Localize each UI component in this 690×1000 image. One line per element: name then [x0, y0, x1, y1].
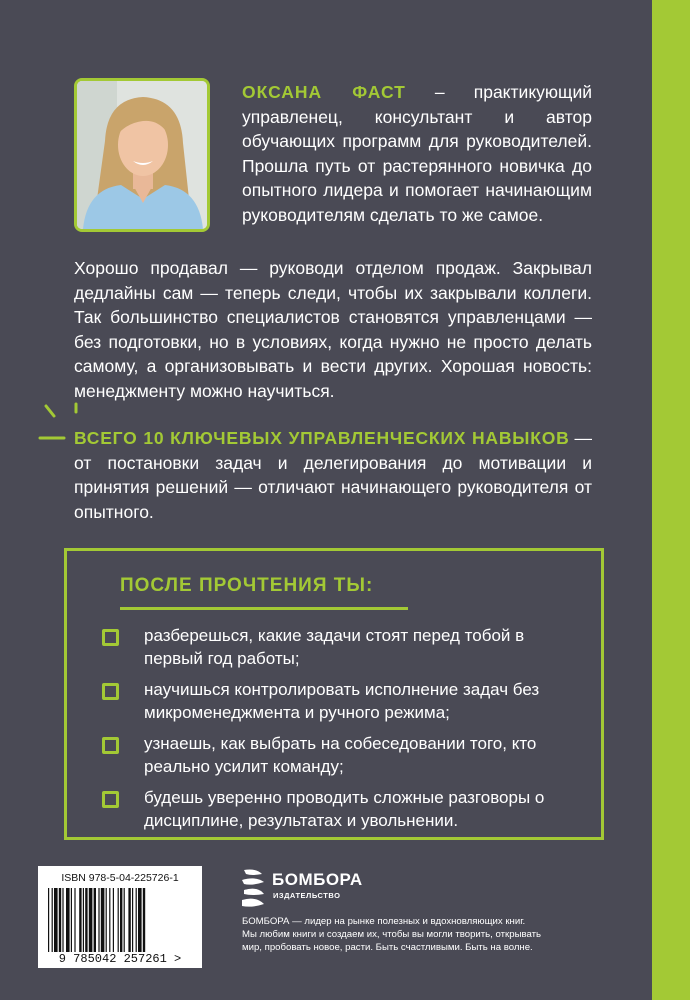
publisher-name: БОМБОРА — [272, 870, 363, 889]
checkbox-bullet-icon — [102, 737, 119, 754]
publisher-subtitle: ИЗДАТЕЛЬСТВО — [273, 891, 341, 900]
checkbox-bullet-icon — [102, 629, 119, 646]
publisher-description: БОМБОРА — лидер на рынке полезных и вдохновляющих книг. Мы любим книги и создаем их, чтобы вы могли творить, открывать мир, пробовать новое, расти. Быть счастливыми. Быть на волне. — [242, 916, 541, 953]
list-item — [100, 732, 570, 778]
spine-stripe — [652, 0, 690, 1000]
skills-text: — от постановки задач и делегирования до мотивации и принятия решений — отличают начинающего руководителя от опытного. — [74, 428, 592, 522]
list-item-text: научишься контролировать исполнение задач без микроменеджмента и ручного режима; — [144, 680, 540, 722]
after-reading-heading-text: ПОСЛЕ ПРОЧТЕНИЯ ТЫ: — [120, 575, 374, 596]
author-photo — [74, 78, 210, 232]
publisher-logo-icon — [240, 868, 266, 908]
isbn-label: ISBN 978-5-04-225726-1 — [61, 872, 179, 884]
isbn-digits: 9 785042 257261 > — [58, 952, 182, 966]
author-name: ОКСАНА ФАСТ — [242, 82, 406, 102]
list-item-text: узнаешь, как выбрать на собеседовании того, кто реально усилит команду; — [144, 734, 537, 776]
list-item-text: будешь уверенно проводить сложные разговоры о дисциплине, результатах и увольнении. — [144, 788, 545, 830]
author-portrait-icon — [77, 81, 207, 229]
list-item — [100, 786, 570, 832]
skills-paragraph — [74, 426, 592, 524]
heading-underline — [120, 607, 408, 610]
author-bio-text: – практикующий управленец, консультант и автор обучающих программ для руководителей. Прошла путь от растерянного новичка до опытного лидера и помогает начинающим руководителям сделать то же самое. — [242, 82, 593, 225]
skills-highlight: ВСЕГО 10 КЛЮЧЕВЫХ УПРАВЛЕНЧЕСКИХ НАВЫКОВ — [74, 428, 570, 448]
list-item — [100, 678, 570, 724]
barcode-icon — [46, 888, 194, 952]
list-item-text: разберешься, какие задачи стоят перед тобой в первый год работы; — [144, 626, 525, 668]
checkbox-bullet-icon — [102, 791, 119, 808]
checkbox-bullet-icon — [102, 683, 119, 700]
after-reading-heading — [120, 575, 420, 609]
list-item — [100, 624, 570, 670]
intro-paragraph: Хорошо продавал — руководи отделом продаж. Закрывал дедлайны сам — теперь следи, чтобы их закрывали коллеги. Так большинство специалистов становятся управленцами — без подготовки, но в условиях, когда нужно не просто делать самому, а организовывать и вести других. Хорошая новость: менеджменту можно научиться. — [74, 258, 592, 401]
isbn-barcode-block — [38, 866, 202, 968]
author-bio — [242, 80, 592, 227]
after-reading-list — [100, 624, 570, 840]
